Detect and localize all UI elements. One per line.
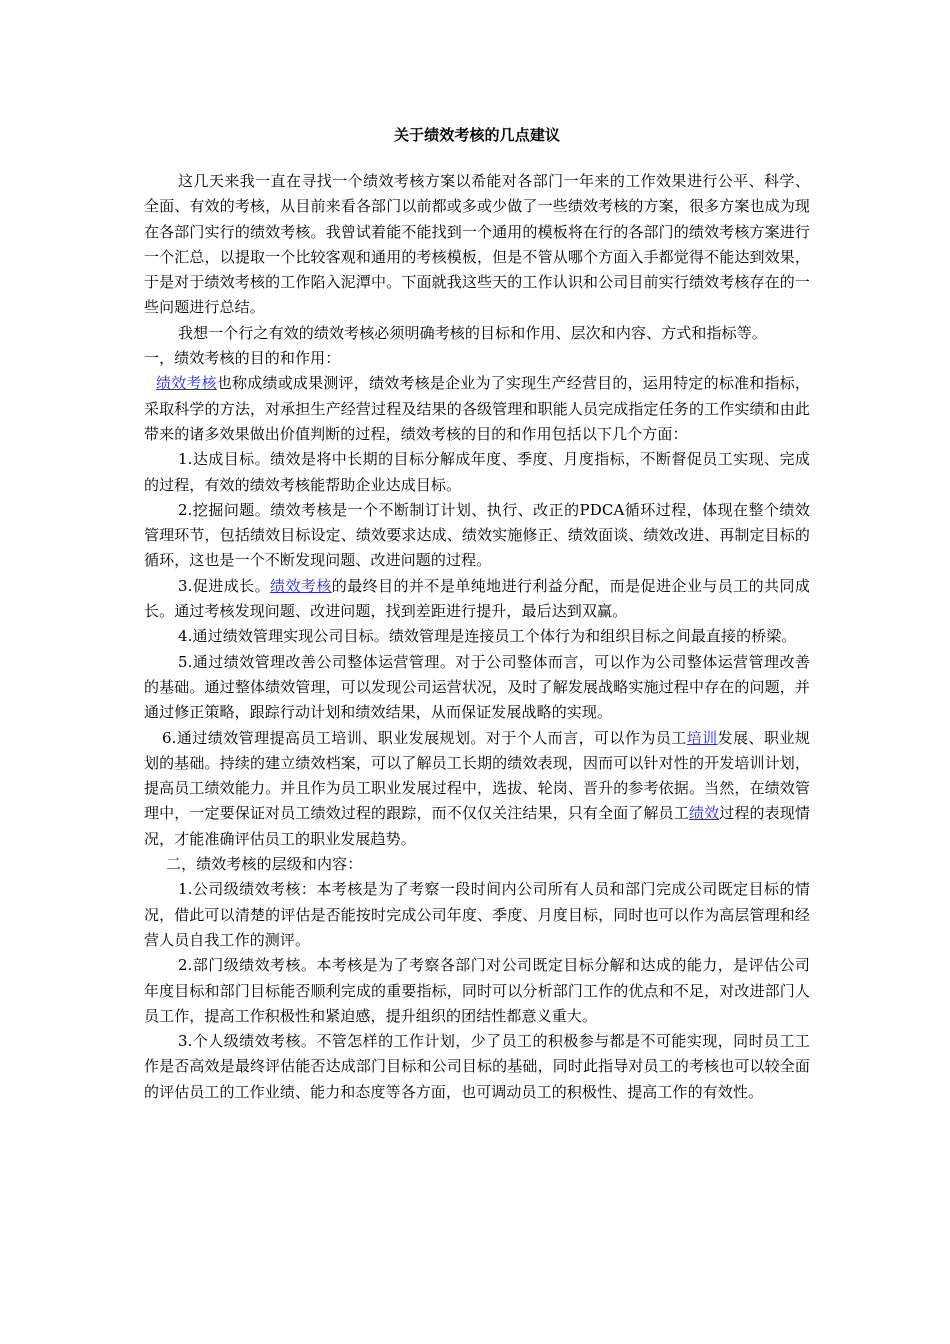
intro-paragraph-2: 我想一个行之有效的绩效考核必须明确考核的目标和作用、层次和内容、方式和指标等。: [178, 323, 767, 342]
training-link[interactable]: 培训: [686, 728, 718, 747]
purpose-item-4: 4.通过绩效管理实现公司目标。绩效管理是连接员工个体行为和组织目标之间最直接的桥梁。: [178, 627, 797, 646]
section-1-heading: 一，绩效考核的目的和作用：: [144, 349, 341, 368]
intro-paragraph-1: 这几天来我一直在寻找一个绩效考核方案以希能对各部门一年来的工作效果进行公平、科学、全面、有效的考核，从目前来看各部门以前都或多或少做了一些绩效考核的方案，很多方案也成为现在各部门实行的绩效考核。我曾试着能不能找到一个通用的模板将在行的各部门的绩效考核方案进行一个汇总，以提取一个比较客观和通用的考核模板，但是不管从哪个方面入手都觉得不能达到效果，于是对于绩效考核的工作陷入泥潭中。下面就我这些天的工作认识和公司目前实行绩效考核存在的一些问题进行总结。: [144, 172, 810, 317]
performance-appraisal-link[interactable]: 绩效考核: [156, 374, 217, 393]
performance-link[interactable]: 绩效: [688, 804, 720, 823]
purpose-item-1: 1.达成目标。绩效是将中长期的目标分解成年度、季度、月度指标，不断督促员工实现、完成的过程，有效的绩效考核能帮助企业达成目标。: [144, 450, 810, 494]
purpose-item-3: [144, 574, 810, 625]
section-1-definition: [144, 371, 810, 447]
performance-appraisal-link-2[interactable]: 绩效考核: [270, 576, 332, 595]
document-page: [144, 122, 810, 1105]
purpose-item-5: 5.通过绩效管理改善公司整体运营管理。对于公司整体而言，可以作为公司整体运营管理改善的基础。通过整体绩效管理，可以发现公司运营状况，及时了解发展战略实施过程中存在的问题，并通过修正策略，跟踪行动计划和绩效结果，从而保证发展战略的实现。: [144, 652, 810, 722]
level-item-1: 1.公司级绩效考核：本考核是为了考察一段时间内公司所有人员和部门完成公司既定目标的情况，借此可以清楚的评估是否能按时完成公司年度、季度、月度目标，同时也可以作为高层管理和经营人员自我工作的测评。: [144, 880, 810, 949]
level-item-3: 3.个人级绩效考核。不管怎样的工作计划，少了员工的积极参与都是不可能实现，同时员工工作是否高效是最终评估能否达成部门目标和公司目标的基础，同时此指导对员工的考核也可以较全面的评估员工的工作业绩、能力和态度等各方面，也可调动员工的积极性、提高工作的有效性。: [144, 1032, 810, 1101]
item3-suffix: 的最终目的并不是单纯地进行利益分配，而是促进企业与员工的共同成长。通过考核发现问题、改进问题，找到差距进行提升，最后达到双赢。: [144, 576, 811, 621]
purpose-item-6: [144, 726, 810, 852]
document-title: 关于绩效考核的几点建议: [393, 126, 561, 144]
item3-prefix: 3.促进成长。: [178, 576, 271, 595]
item6-suffix: 过程的表现情况，才能准确评估员工的职业发展趋势。: [144, 804, 811, 848]
definition-text: 也称成绩或成果测评，绩效考核是企业为了实现生产经营目的，运用特定的标准和指标，采取科学的方法，对承担生产经营过程及结果的各级管理和职能人员完成指定任务的工作实绩和由此带来的诸多效果做出价值判断的过程，绩效考核的目的和作用包括以下几个方面：: [144, 374, 811, 443]
item6-prefix: 6.通过绩效管理提高员工培训、职业发展规划。对于个人而言，可以作为员工: [162, 728, 687, 747]
item6-middle: 发展、职业规划的基础。持续的建立绩效档案，可以了解员工长期的绩效表现，因而可以针对性的开发培训计划，提高员工绩效能力。并且作为员工职业发展过程中，选拔、轮岗、晋升的参考依据。当然，在绩效管理中，一定要保证对员工绩效过程的跟踪，而不仅仅关注结果，只有全面了解员工: [144, 728, 810, 823]
section-2-heading: 二，绩效考核的层级和内容：: [166, 855, 363, 874]
purpose-item-2: 2.挖掘问题。绩效考核是一个不断制订计划、执行、改正的PDCA循环过程，体现在整个绩效管理环节，包括绩效目标设定、绩效要求达成、绩效实施修正、绩效面谈、绩效改进、再制定目标的循环，这也是一个不断发现问题、改进问题的过程。: [144, 500, 810, 570]
level-item-2: 2.部门级绩效考核。本考核是为了考察各部门对公司既定目标分解和达成的能力，是评估公司年度目标和部门目标能否顺利完成的重要指标，同时可以分析部门工作的优点和不足，对改进部门人员工作，提高工作积极性和紧迫感，提升组织的团结性都意义重大。: [144, 956, 810, 1025]
